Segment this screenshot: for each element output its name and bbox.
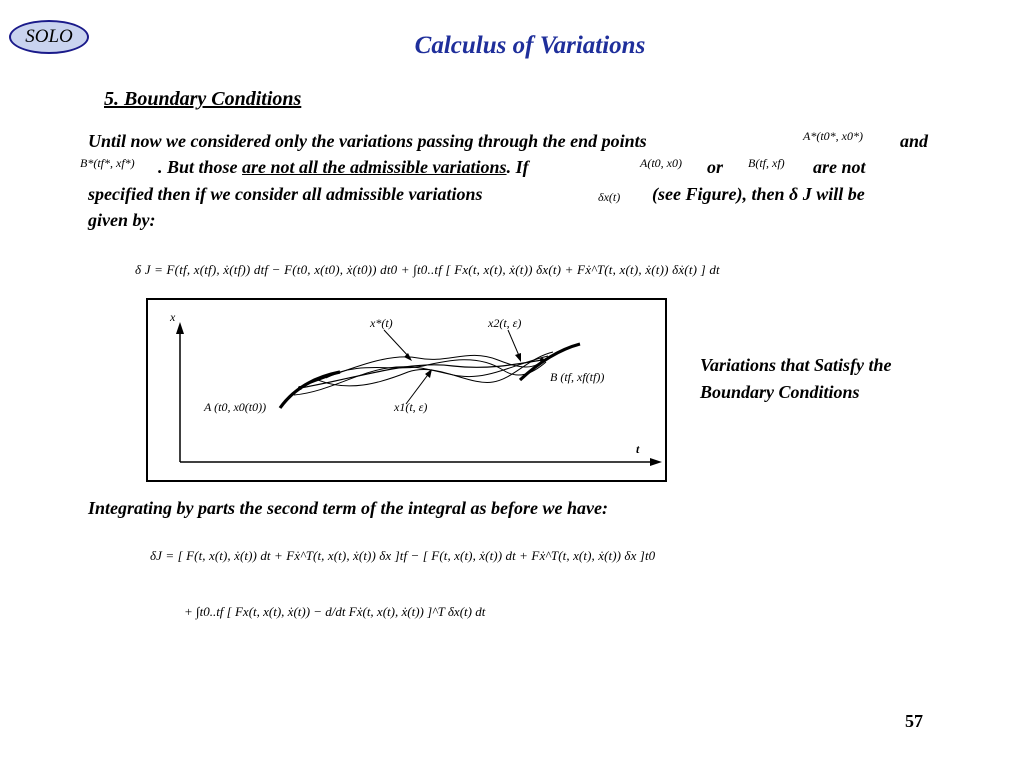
paragraph-line-2 xyxy=(158,157,529,178)
paragraph-line-1 xyxy=(88,131,647,152)
arrow-x2-head xyxy=(515,353,521,362)
solo-badge-text: SOLO xyxy=(25,26,73,47)
paragraph-and-text: and xyxy=(900,131,929,151)
figure-y-label: x xyxy=(170,310,176,324)
boundary-curve-A xyxy=(280,372,340,408)
arrow-x2 xyxy=(508,330,520,358)
figure-x-label: t xyxy=(636,442,640,456)
equation-3 xyxy=(184,590,584,640)
figure-label-x-star: x*(t) xyxy=(370,316,393,330)
math-A-plain-text: A(t0, x0) xyxy=(640,156,682,170)
figure-label-x2: x2(t, ε) xyxy=(488,316,522,330)
paragraph-and xyxy=(900,131,928,152)
equation-2-text: δJ = [ F(t, x(t), ẋ(t)) dt + Fẋ^T(t, x(t), ẋ(t)) δx ]tf − [ F(t, x(t), ẋ(t)) dt + Fẋ^T(t, x(t), ẋ(t)) δx ]t0 xyxy=(150,548,656,563)
variations-figure-svg xyxy=(148,300,665,480)
page-title: Calculus of Variations xyxy=(414,32,646,59)
figure-caption xyxy=(700,352,892,406)
equation-1-text: δ J = F(tf, x(tf), ẋ(tf)) dtf − F(t0, x(t0), ẋ(t0)) dt0 + ∫t0..tf [ Fx(t, x(t), ẋ(t)) δx(t) + Fẋ^T(t, x(t), ẋ(t)) δẋ(t) ] dt xyxy=(135,262,720,277)
paragraph-are-not-text: are not xyxy=(813,157,866,177)
paragraph-not-all: are not all the admissible variations xyxy=(242,157,507,177)
paragraph-line-4-text: given by: xyxy=(88,210,156,230)
integration-text: Integrating by parts the second term of the integral as before we have: xyxy=(88,498,608,518)
equation-2 xyxy=(150,534,790,584)
figure-box xyxy=(146,298,667,482)
arrow-x-star xyxy=(384,330,410,358)
math-B-star xyxy=(80,156,135,171)
math-A-plain xyxy=(640,156,682,171)
equation-1 xyxy=(135,252,905,294)
paragraph-line-3-text: specified then if we consider all admissible variations xyxy=(88,184,483,204)
math-delta-x xyxy=(598,190,620,205)
paragraph-line-1-text: Until now we considered only the variations passing through the end points xyxy=(88,131,647,151)
figure-label-x1: x1(t, ε) xyxy=(394,400,428,414)
y-axis-arrow xyxy=(176,322,184,334)
paragraph-see-figure-text: (see Figure), then δ J will be xyxy=(652,184,865,204)
endpoint-A-dot xyxy=(298,386,302,390)
x-axis-arrow xyxy=(650,458,662,466)
endpoint-B-dot xyxy=(540,358,544,362)
paragraph-line-4 xyxy=(88,210,155,231)
paragraph-if: . If xyxy=(506,157,529,177)
section-heading xyxy=(104,88,301,111)
section-heading-text: 5. Boundary Conditions xyxy=(104,88,302,110)
math-delta-x-text: δx(t) xyxy=(598,190,621,204)
equation-3-text: + ∫t0..tf [ Fx(t, x(t), ẋ(t)) − d/dt Fẋ(t, x(t), ẋ(t)) ]^T δx(t) dt xyxy=(184,604,486,619)
solo-badge xyxy=(9,20,89,54)
paragraph-see-figure xyxy=(652,184,865,205)
math-A-star-text: A*(t0*, x0*) xyxy=(803,129,863,143)
paragraph-line-3 xyxy=(88,184,483,205)
figure-caption-line-1: Variations that Satisfy the xyxy=(700,355,892,375)
figure-caption-line-2: Boundary Conditions xyxy=(700,382,860,402)
math-B-star-text: B*(tf*, xf*) xyxy=(80,156,135,170)
paragraph-or-text: or xyxy=(707,157,724,177)
figure-label-B: B (tf, xf(tf)) xyxy=(550,370,605,384)
page-number: 57 xyxy=(905,711,923,731)
paragraph-but-those: . But those xyxy=(158,157,238,177)
math-A-star xyxy=(803,129,863,144)
figure-label-A: A (t0, x0(t0)) xyxy=(204,400,267,414)
paragraph-or xyxy=(707,157,723,178)
math-B-plain xyxy=(748,156,785,171)
math-B-plain-text: B(tf, xf) xyxy=(748,156,785,170)
paragraph-are-not xyxy=(813,157,866,178)
